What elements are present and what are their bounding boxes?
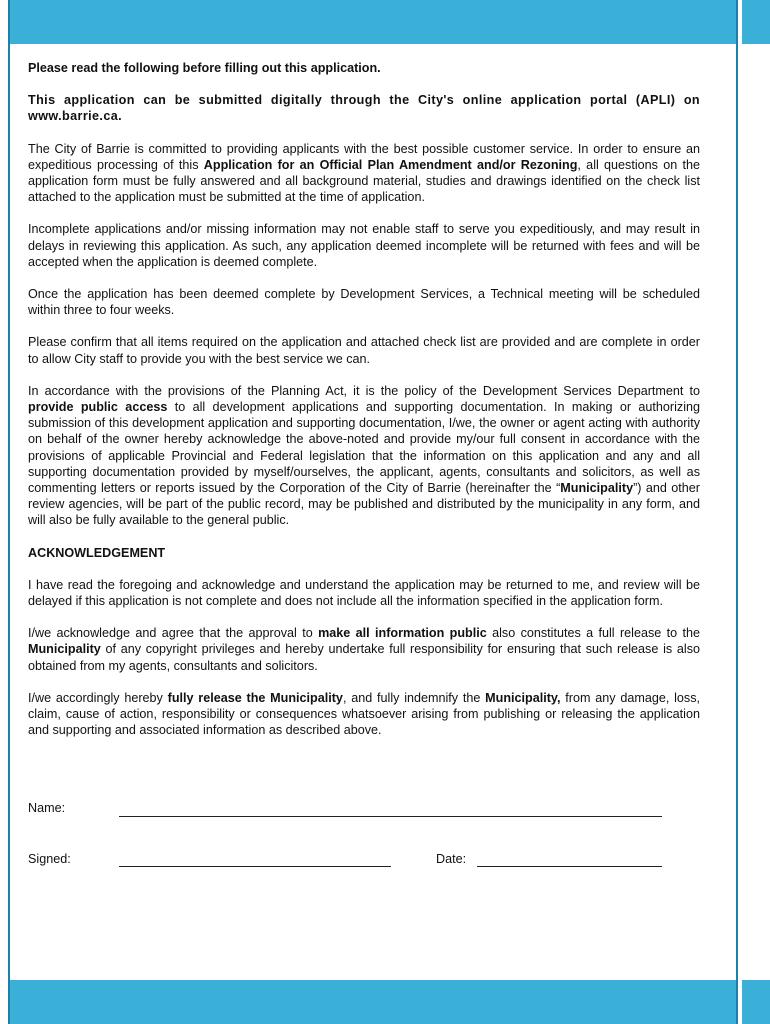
paragraph-incomplete: Incomplete applications and/or missing information may not enable staff to serve you expeditiously, and may result in delays in reviewing this application. As such, any application deemed incomplete will be returned with fees and will be accepted when the application is deemed complete. (28, 222, 700, 269)
left-border (8, 0, 10, 1024)
acknowledgement-para-2: I/we acknowledge and agree that the approval to make all information public also constitutes a full release to the Municipality of any copyright privileges and hereby undertake full responsibility for ensuring that such release is also obtained from my agents, consultants and solicitors. (28, 626, 701, 673)
paragraph-customer-service: The City of Barrie is committed to providing applicants with the best possible customer service. In order to ensure an expeditious processing of this Application for an Official Plan Amendment and/or Rezoning, all questions on the application form must be fully answered and all background material, studies and drawings identified on the check list attached to the application must be submitted at the time of application. (28, 141, 701, 205)
signed-label: Signed: (28, 852, 71, 866)
left-margin-strip (0, 0, 8, 1024)
paragraph-public-access: In accordance with the provisions of the Planning Act, it is the policy of the Development Services Department to provide public access to all development applications and supporting documentation. In making or authorizing submission of this development application and supporting documentation, I/we, the owner or agent acting with authority on behalf of the owner hereby acknowledge the above-noted and provide my/our full consent in accordance with the provisions of applicable Provincial and Federal legislation that the information on this application and any and all supporting documentation provided by myself/ourselves, the applicant, agents, consultants and solicitors, as well as commenting letters or reports issued by the Corporation of the City of Barrie (hereinafter the “Municipality”) and other review agencies, will be part of the public record, may be published and distributed by the municipality in any form, and will also be fully available to the general public. (28, 383, 701, 528)
paragraph-technical-meeting: Once the application has been deemed complete by Development Services, a Technical meeting will be scheduled within three to four weeks. (28, 287, 700, 318)
name-label: Name: (28, 801, 66, 815)
portal-notice: This application can be submitted digitally through the City's online application portal (APLI) on www.barrie.ca. (28, 93, 700, 124)
acknowledgement-para-3: I/we accordingly hereby fully release the Municipality, and fully indemnify the Municipality, from any damage, loss, claim, cause of action, responsibility or consequences whatsoever arising from publishing or releasing the application and supporting and associated information as described above. (28, 690, 701, 738)
signature-field[interactable] (119, 866, 391, 867)
footer-band (0, 980, 770, 1024)
application-type: Application for an Official Plan Amendment and/or Rezoning (203, 157, 578, 172)
date-label: Date: (436, 852, 467, 866)
right-margin-strip (738, 0, 742, 1024)
intro-heading: Please read the following before filling out this application. (28, 61, 381, 75)
acknowledgement-para-1: I have read the foregoing and acknowledge and understand the application may be returned to me, and review will be delayed if this application is not complete and does not include all the information specified in the application form. (28, 577, 700, 609)
paragraph-confirm: Please confirm that all items required on the application and attached check list are provided and are complete in order to allow City staff to provide you with the best service we can. (28, 335, 700, 366)
name-field[interactable] (119, 816, 662, 817)
right-border (736, 0, 738, 1024)
document-body (28, 60, 700, 755)
date-field[interactable] (477, 866, 662, 867)
acknowledgement-heading: ACKNOWLEDGEMENT (28, 545, 166, 560)
header-band (0, 0, 770, 44)
